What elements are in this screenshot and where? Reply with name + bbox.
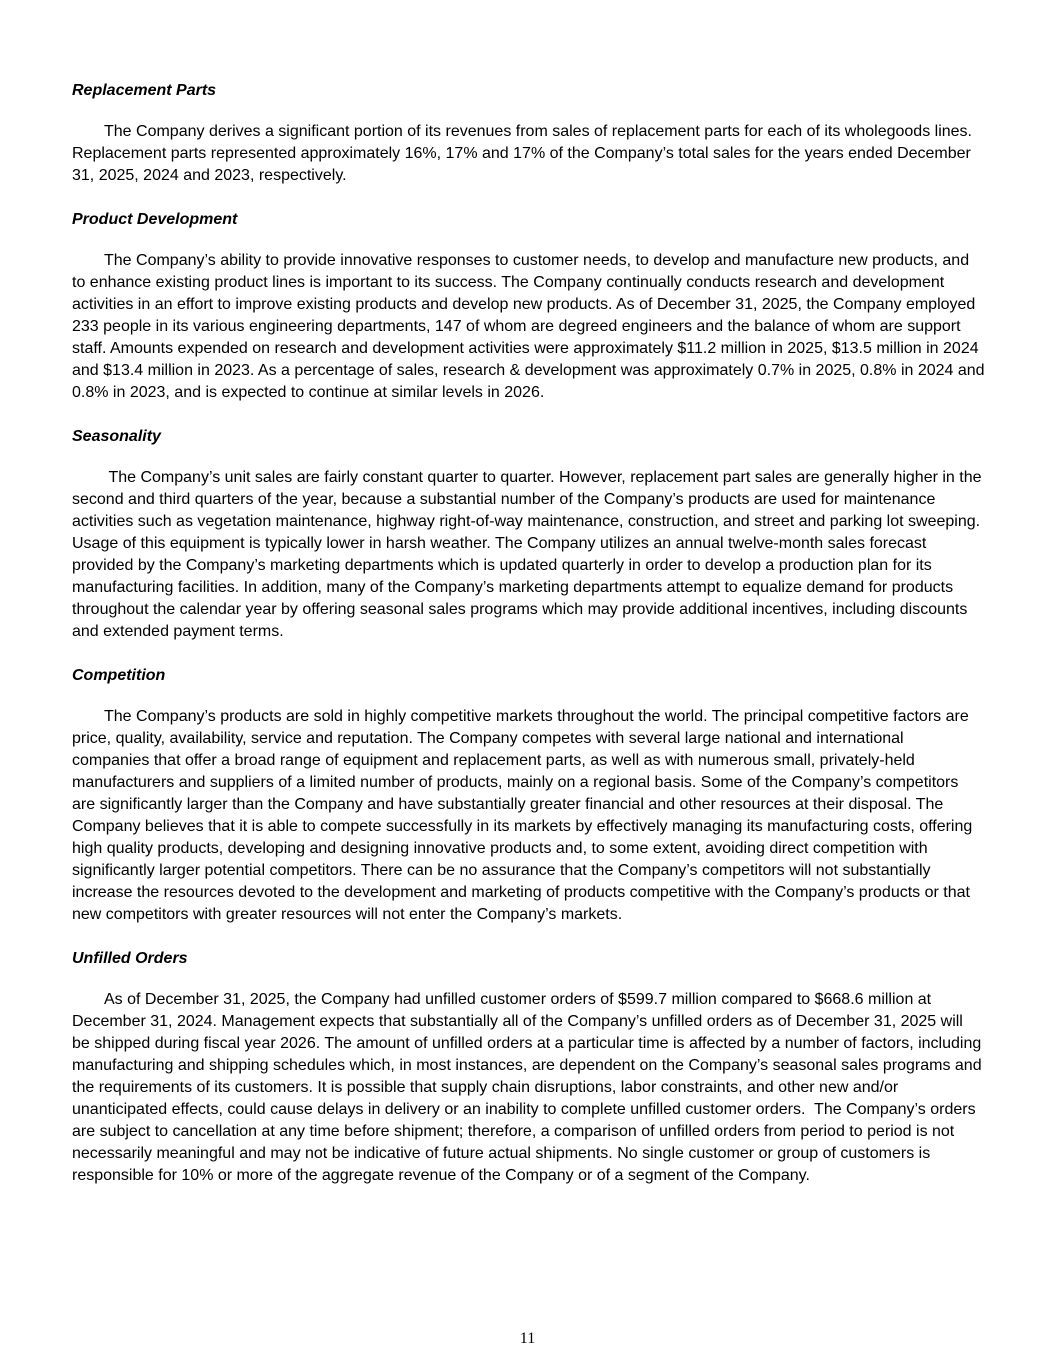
section-product-development bbox=[72, 209, 990, 404]
paragraph: As of December 31, 2025, the Company had unfilled customer orders of $599.7 million compared to $668.6 million at December 31, 2024. Management expects that substantially all of the Company’s unfilled orders as of December 31, 2025 will be shipped during fiscal year 2026. The amount of unfilled orders at a particular time is affected by a number of factors, including manufacturing and shipping schedules which, in most instances, are dependent on the Company’s seasonal sales programs and the requirements of its customers. It is possible that supply chain disruptions, labor constraints, and other new and/or unanticipated effects, could cause delays in delivery or an inability to complete unfilled customer orders. The Company’s orders are subject to cancellation at any time before shipment; therefore, a comparison of unfilled orders from period to period is not necessarily meaningful and may not be indicative of future actual shipments. No single customer or group of customers is responsible for 10% or more of the aggregate revenue of the Company or of a segment of the Company. bbox=[72, 991, 987, 1184]
paragraph: The Company’s products are sold in highly competitive markets throughout the world. The principal competitive factors are price, quality, availability, service and reputation. The Company competes with several large national and international companies that offer a broad range of equipment and replacement parts, as well as with numerous small, privately-held manufacturers and suppliers of a limited number of products, mainly on a regional basis. Some of the Company’s competitors are significantly larger than the Company and have substantially greater financial and other resources at their disposal. The Company believes that it is able to compete successfully in its markets by effectively managing its manufacturing costs, offering high quality products, developing and designing innovative products and, to some extent, avoiding direct competition with significantly larger potential competitors. There can be no assurance that the Company’s competitors will not substantially increase the resources devoted to the development and marketing of products competitive with the Company’s products or that new competitors with greater resources will not enter the Company’s markets. bbox=[72, 708, 977, 923]
document-body bbox=[72, 80, 990, 1209]
section-heading-product-development: Product Development bbox=[72, 211, 238, 228]
section-unfilled-orders bbox=[72, 948, 985, 1187]
section-heading-seasonality: Seasonality bbox=[72, 428, 161, 445]
section-competition bbox=[72, 665, 985, 926]
paragraph: The Company’s ability to provide innovative responses to customer needs, to develop and manufacture new products, and to enhance existing product lines is important to its success. The Company continually conducts research and development activities in an effort to improve existing products and develop new products. As of December 31, 2025, the Company employed 233 people in its various engineering departments, 147 of whom are degreed engineers and the balance of whom are support staff. Amounts expended on research and development activities were approximately $11.2 million in 2025, $13.5 million in 2024 and $13.4 million in 2023. As a percentage of sales, research & development was approximately 0.7% in 2025, 0.8% in 2024 and 0.8% in 2023, and is expected to continue at similar levels in 2026. bbox=[72, 252, 990, 401]
section-seasonality bbox=[72, 426, 985, 643]
paragraph: The Company derives a significant portion of its revenues from sales of replacement parts for each of its wholegoods lines. Replacement parts represented approximately 16%, 17% and 17% of the Company’s total sales for the years ended December 31, 2025, 2024 and 2023, respectively. bbox=[72, 123, 977, 184]
page-number: 11 bbox=[519, 1330, 536, 1347]
section-heading-replacement-parts: Replacement Parts bbox=[72, 82, 217, 99]
section-heading-unfilled-orders: Unfilled Orders bbox=[72, 950, 188, 967]
paragraph: The Company’s unit sales are fairly constant quarter to quarter. However, replacement part sales are generally higher in the second and third quarters of the year, because a substantial number of the Company’s products are used for maintenance activities such as vegetation maintenance, highway right-of-way maintenance, construction, and street and parking lot sweeping. Usage of this equipment is typically lower in harsh weather. The Company utilizes an annual twelve-month sales forecast provided by the Company’s marketing departments which is updated quarterly in order to develop a production plan for its manufacturing facilities. In addition, many of the Company’s marketing departments attempt to equalize demand for products throughout the calendar year by offering seasonal sales programs which may provide additional incentives, including discounts and extended payment terms. bbox=[72, 469, 986, 640]
section-replacement-parts bbox=[72, 80, 985, 187]
section-heading-competition: Competition bbox=[72, 667, 166, 684]
